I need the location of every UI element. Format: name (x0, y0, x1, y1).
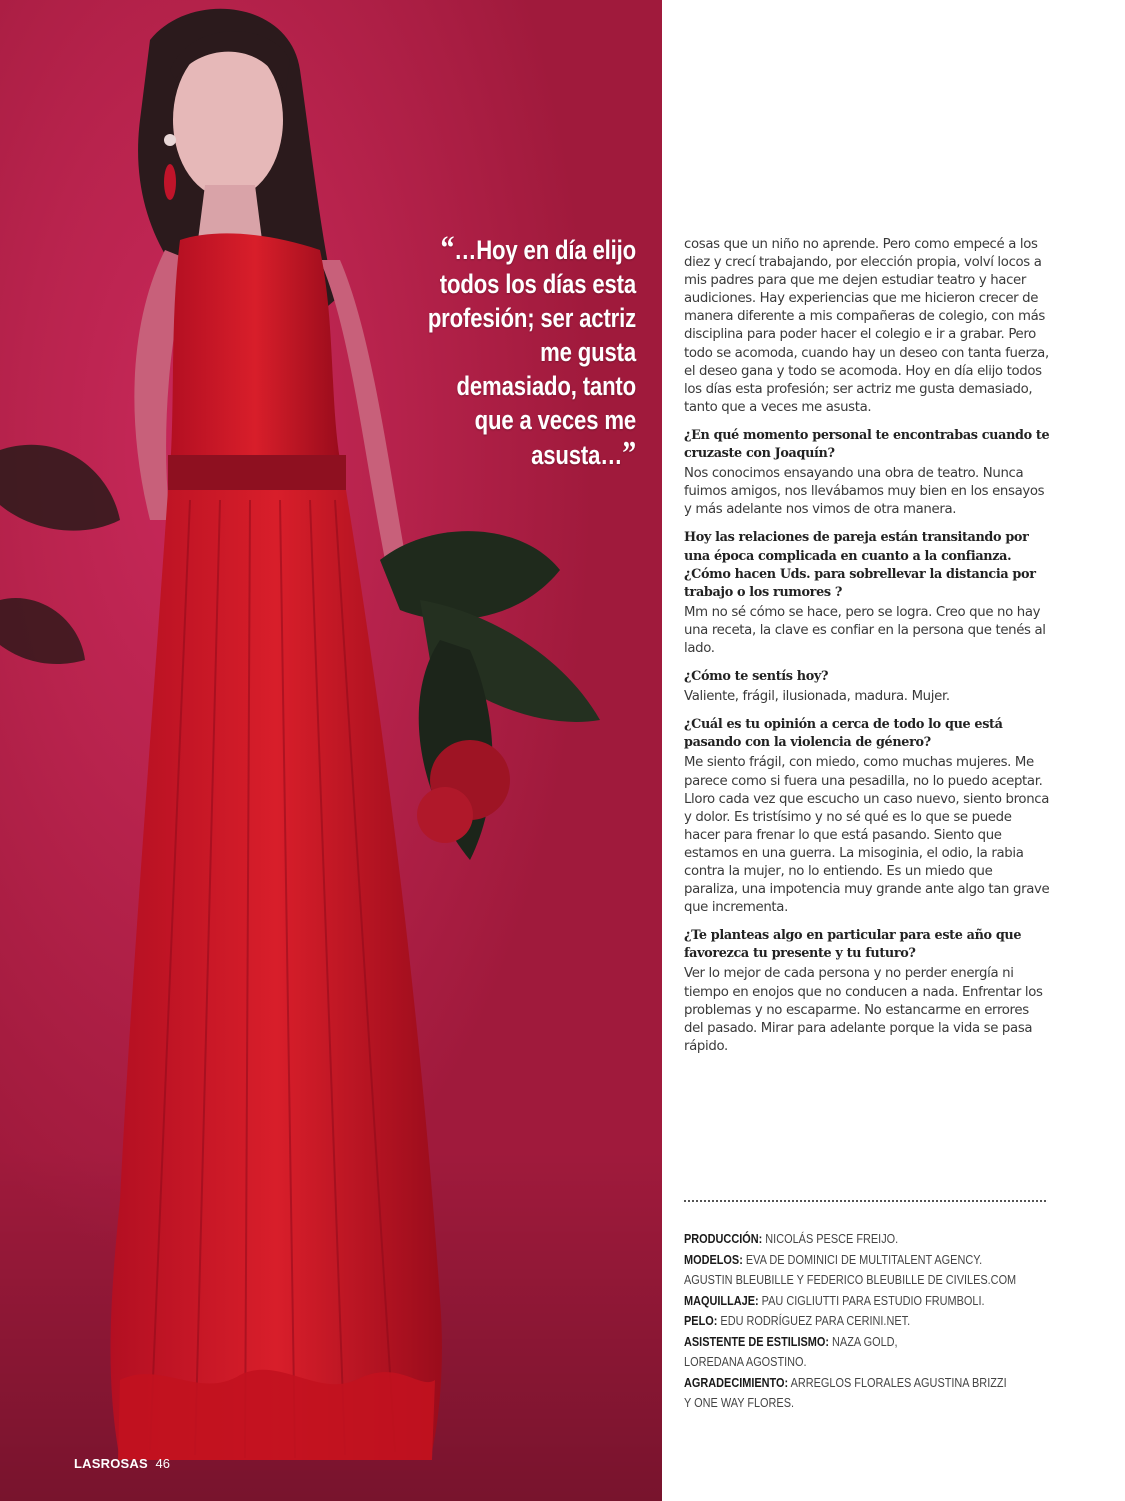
answer-3: Valiente, frágil, ilusionada, madura. Mujer. (684, 689, 950, 705)
credit-value: PAU CIGLIUTTI PARA ESTUDIO FRUMBOLI. (758, 1292, 985, 1308)
credit-value: EDU RODRÍGUEZ PARA CERINI.NET. (717, 1313, 911, 1328)
page-number: 46 (155, 1456, 170, 1471)
credit-row (684, 1270, 1017, 1291)
pull-quote-text: …Hoy en día elijo todos los días esta profesión; ser actriz me gusta demasiado, tanto que a veces me asusta… (427, 235, 636, 470)
credit-value: LOREDANA AGOSTINO. (684, 1354, 807, 1369)
page-folio (74, 1456, 170, 1471)
question-3: ¿Cómo te sentís hoy? (684, 669, 829, 685)
credit-label: MODELOS: (684, 1251, 743, 1267)
credit-row (684, 1250, 1003, 1271)
photo-credits (684, 1229, 1017, 1414)
magazine-name: LASROSAS (74, 1456, 148, 1471)
credit-label: PELO: (684, 1313, 718, 1328)
credit-label: ASISTENTE DE ESTILISMO: (684, 1333, 830, 1349)
credit-value: AGUSTIN BLEUBILLE Y FEDERICO BLEUBILLE DE CIVILES.COM (684, 1272, 1017, 1287)
answer-1: Nos conocimos ensayando una obra de teatro. Nunca fuimos amigos, nos llevábamos muy bien en los ensayos y más adelante nos vimos de otra manera. (684, 466, 1045, 518)
quote-close-mark: ” (622, 435, 636, 472)
credit-value: Y ONE WAY FLORES. (684, 1395, 795, 1410)
answer-4: Me siento frágil, con miedo, como muchas mujeres. Me parece como si fuera una pesadilla, no lo puedo aceptar. Lloro cada vez que escucho un caso nuevo, siento bronca y dolor. Es tristísimo y no sé qué es lo que se puede hacer para frenar lo que está pasando. Siento que estamos en una guerra. La misoginia, el odio, la rabia contra la mujer, no lo entiendo. Es un miedo que paraliza, una impotencia muy grande ante algo tan grave que incrementa. (684, 755, 1050, 916)
credit-label: MAQUILLAJE: (684, 1292, 759, 1308)
question-4: ¿Cuál es tu opinión a cerca de todo lo que está pasando con la violencia de género? (684, 717, 1003, 751)
intro-paragraph: cosas que un niño no aprende. Pero como empecé a los diez y crecí trabajando, por elección propia, volví locos a mis padres para que me dejen estudiar teatro y hacer audiciones. Hay experiencias que me hicieron crecer de manera diferente a mis compañeras de colegio, con más disciplina para poder hacer el colegio e ir a grabar. Pero todo se acomoda, cuando hay un deseo con tanta fuerza, el deseo gana y todo se acomoda. Hoy en día elijo todos los días esta profesión; ser actriz me gusta demasiado, tanto que a veces me asusta. (684, 237, 1049, 415)
credit-row (684, 1311, 1003, 1332)
question-1: ¿En qué momento personal te encontrabas cuando te cruzaste con Joaquín? (684, 427, 1050, 462)
credit-row (684, 1291, 1003, 1312)
credit-row (684, 1373, 1007, 1394)
credit-value: NICOLÁS PESCE FREIJO. (762, 1231, 899, 1246)
credit-value: EVA DE DOMINICI DE MULTITALENT AGENCY. (742, 1251, 983, 1267)
credit-label: PRODUCCIÓN: (684, 1231, 763, 1246)
interview-article (684, 236, 1050, 1066)
credit-row (684, 1352, 1003, 1373)
credit-value: NAZA GOLD, (829, 1333, 898, 1349)
credit-row (684, 1393, 1003, 1414)
quote-open-mark: “ (440, 230, 455, 267)
credit-label: AGRADECIMIENTO: (684, 1374, 789, 1390)
credit-row (684, 1229, 1003, 1250)
credit-value: ARREGLOS FLORALES AGUSTINA BRIZZI (788, 1374, 1007, 1390)
dotted-divider (684, 1200, 1046, 1202)
pull-quote (426, 232, 636, 472)
question-2: Hoy las relaciones de pareja están transitando por una época complicada en cuanto a la confianza. ¿Cómo hacen Uds. para sobrellevar la distancia por trabajo o los rumores ? (684, 530, 1036, 600)
answer-2: Mm no sé cómo se hace, pero se logra. Creo que no hay una receta, la clave es confiar en la persona que tenés al lado. (684, 604, 1046, 656)
answer-5: Ver lo mejor de cada persona y no perder energía ni tiempo en enojos que no conducen a nada. Enfrentar los problemas y no escaparme. No estancarme en errores del pasado. Mirar para adelante porque la vida se pasa rápido. (684, 966, 1043, 1054)
question-5: ¿Te planteas algo en particular para este año que favorezca tu presente y tu futuro? (684, 928, 1022, 962)
credit-row (684, 1332, 1003, 1353)
